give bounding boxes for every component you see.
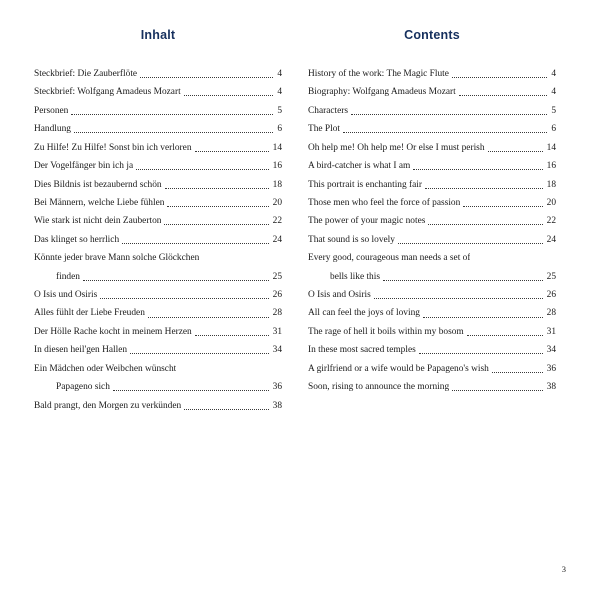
toc-leader-dots	[467, 334, 543, 336]
toc-entry-title: bells like this	[330, 271, 380, 282]
toc-entry-title: Those men who feel the force of passion	[308, 197, 461, 208]
toc-entry[interactable]	[34, 363, 282, 375]
toc-entry-title: That sound is so lovely	[308, 234, 395, 245]
toc-entry[interactable]	[308, 123, 556, 135]
toc-entry-page-number: 20	[272, 197, 282, 208]
toc-entry-title: Der Vogelfänger bin ich ja	[34, 161, 134, 172]
toc-entry-page-number: 38	[546, 382, 556, 393]
toc-entry-page-number: 6	[277, 124, 282, 135]
toc-entry[interactable]	[34, 197, 282, 209]
toc-entry-page-number: 24	[272, 234, 282, 245]
toc-entry[interactable]	[308, 160, 556, 172]
toc-entry[interactable]	[308, 197, 556, 209]
toc-leader-dots	[452, 389, 542, 391]
toc-entry[interactable]	[308, 179, 556, 191]
toc-column-english	[308, 28, 556, 400]
toc-entry[interactable]	[308, 381, 556, 393]
toc-leader-dots	[148, 316, 269, 318]
toc-entry-title: Characters	[308, 105, 349, 116]
toc-leader-dots	[419, 352, 543, 354]
toc-entry-page-number: 28	[272, 308, 282, 319]
column-title-english: Contents	[404, 28, 460, 42]
toc-leader-dots	[74, 131, 273, 133]
toc-entry-page-number: 14	[546, 142, 556, 153]
toc-leader-dots	[140, 76, 273, 78]
toc-entry[interactable]	[34, 344, 282, 356]
toc-entry-page-number: 36	[272, 382, 282, 393]
toc-entry[interactable]	[34, 307, 282, 319]
toc-entry-title: Oh help me! Oh help me! Or else I must perish	[308, 142, 485, 153]
toc-entry[interactable]	[308, 344, 556, 356]
toc-entry-title: The Plot	[308, 124, 341, 135]
toc-entry[interactable]	[308, 252, 556, 264]
toc-leader-dots	[423, 316, 543, 318]
toc-leader-dots	[413, 168, 542, 170]
toc-entry[interactable]	[34, 86, 282, 98]
toc-entry-page-number: 34	[272, 345, 282, 356]
toc-leader-dots	[351, 113, 547, 115]
page-number: 3	[561, 564, 566, 574]
toc-entry-page-number: 25	[546, 271, 556, 282]
toc-entry-title: Alles fühlt der Liebe Freuden	[34, 308, 145, 319]
toc-entry[interactable]	[34, 105, 282, 117]
toc-entry[interactable]	[308, 326, 556, 338]
toc-entry-title: In these most sacred temples	[308, 345, 416, 356]
toc-entry-page-number: 26	[546, 290, 556, 301]
toc-entry-title: Soon, rising to announce the morning	[308, 382, 450, 393]
toc-entry[interactable]	[34, 252, 282, 264]
toc-entry-title: Biography: Wolfgang Amadeus Mozart	[308, 87, 456, 98]
toc-entry-page-number: 5	[551, 105, 556, 116]
toc-entry-title: Every good, courageous man needs a set of	[308, 253, 471, 264]
toc-leader-dots	[167, 205, 268, 207]
toc-leader-dots	[343, 131, 547, 133]
toc-entry-title: History of the work: The Magic Flute	[308, 69, 449, 79]
toc-leader-dots	[459, 94, 548, 96]
toc-columns	[34, 28, 566, 418]
toc-entry-title: The power of your magic notes	[308, 216, 426, 227]
toc-entry-page-number: 18	[272, 179, 282, 190]
toc-leader-dots	[83, 279, 269, 281]
toc-entry-title: finden	[56, 271, 80, 282]
toc-leader-dots	[113, 389, 269, 391]
toc-entry-title: Papageno sich	[56, 382, 110, 393]
toc-leader-dots	[398, 242, 543, 244]
toc-entry-title: Steckbrief: Die Zauberflöte	[34, 69, 138, 79]
toc-leader-dots	[122, 242, 268, 244]
toc-entry-page-number: 20	[546, 197, 556, 208]
toc-entry-page-number: 22	[546, 216, 556, 227]
toc-entry-title: Steckbrief: Wolfgang Amadeus Mozart	[34, 87, 181, 98]
toc-entry[interactable]	[308, 271, 556, 283]
toc-leader-dots	[488, 150, 543, 152]
toc-entry[interactable]	[34, 381, 282, 393]
toc-entry-title: Personen	[34, 105, 69, 116]
toc-leader-dots	[164, 223, 268, 225]
toc-entry[interactable]	[34, 142, 282, 154]
toc-entry-title: Ein Mädchen oder Weibchen wünscht	[34, 363, 177, 374]
toc-entry[interactable]	[34, 215, 282, 227]
toc-entry[interactable]	[308, 68, 556, 80]
toc-leader-dots	[136, 168, 269, 170]
toc-entry-title: This portrait is enchanting fair	[308, 179, 423, 190]
toc-leader-dots	[463, 205, 542, 207]
toc-entry[interactable]	[308, 215, 556, 227]
toc-entry-page-number: 28	[546, 308, 556, 319]
toc-column-german	[34, 28, 282, 418]
toc-entry-page-number: 5	[277, 105, 282, 116]
toc-entry-page-number: 38	[272, 400, 282, 411]
toc-entry[interactable]	[34, 179, 282, 191]
toc-entry-page-number: 4	[551, 69, 556, 79]
toc-leader-dots	[428, 223, 542, 225]
toc-entry[interactable]	[308, 289, 556, 301]
toc-entry[interactable]	[308, 105, 556, 117]
toc-entry-title: Dies Bildnis ist bezaubernd schön	[34, 179, 162, 190]
column-title-german: Inhalt	[140, 28, 176, 42]
toc-entry-page-number: 6	[551, 124, 556, 135]
toc-entry-title: In diesen heil'gen Hallen	[34, 345, 128, 356]
toc-entry-title: Der Hölle Rache kocht in meinem Herzen	[34, 326, 192, 337]
toc-entry-title: Handlung	[34, 124, 71, 135]
toc-entry-title: Das klinget so herrlich	[34, 234, 120, 245]
toc-entry[interactable]	[34, 289, 282, 301]
toc-entry[interactable]	[34, 123, 282, 135]
toc-entry[interactable]	[34, 68, 282, 80]
toc-entry-page-number: 16	[272, 161, 282, 172]
toc-list-german	[34, 68, 282, 412]
toc-entry-title: Könnte jeder brave Mann solche Glöckchen	[34, 253, 200, 264]
toc-leader-dots	[195, 334, 269, 336]
toc-entry-title: The rage of hell it boils within my bosom	[308, 326, 464, 337]
toc-leader-dots	[452, 76, 547, 78]
toc-entry[interactable]	[34, 326, 282, 338]
toc-entry-page-number: 18	[546, 179, 556, 190]
toc-entry-page-number: 22	[272, 216, 282, 227]
toc-entry[interactable]	[308, 363, 556, 375]
toc-entry-title: All can feel the joys of loving	[308, 308, 420, 319]
toc-leader-dots	[184, 94, 274, 96]
toc-leader-dots	[195, 150, 269, 152]
toc-entry-title: A girlfriend or a wife would be Papageno's wish	[308, 363, 489, 374]
toc-entry-page-number: 24	[546, 234, 556, 245]
toc-entry-title: A bird-catcher is what I am	[308, 161, 411, 172]
toc-entry-title: Bei Männern, welche Liebe fühlen	[34, 197, 165, 208]
toc-leader-dots	[492, 371, 543, 373]
toc-leader-dots	[184, 408, 268, 410]
toc-entry-page-number: 4	[551, 87, 556, 98]
toc-entry-title: Bald prangt, den Morgen zu verkünden	[34, 400, 182, 411]
toc-leader-dots	[165, 187, 269, 189]
toc-entry-page-number: 31	[546, 326, 556, 337]
toc-entry-title: O Isis and Osiris	[308, 290, 371, 301]
toc-entry[interactable]	[308, 234, 556, 246]
toc-entry-page-number: 4	[277, 87, 282, 98]
toc-entry[interactable]	[34, 271, 282, 283]
toc-entry-page-number: 14	[272, 142, 282, 153]
toc-entry-page-number: 16	[546, 161, 556, 172]
toc-entry[interactable]	[34, 400, 282, 412]
toc-entry-page-number: 4	[277, 69, 282, 79]
toc-entry-page-number: 36	[546, 363, 556, 374]
toc-entry-page-number: 34	[546, 345, 556, 356]
toc-entry-page-number: 31	[272, 326, 282, 337]
toc-entry[interactable]	[34, 234, 282, 246]
toc-entry[interactable]	[308, 307, 556, 319]
toc-leader-dots	[425, 187, 543, 189]
toc-leader-dots	[383, 279, 543, 281]
toc-entry-title: Wie stark ist nicht dein Zauberton	[34, 216, 162, 227]
toc-entry-page-number: 25	[272, 271, 282, 282]
toc-entry-title: Zu Hilfe! Zu Hilfe! Sonst bin ich verloren	[34, 142, 192, 153]
toc-entry-title: O Isis und Osiris	[34, 290, 98, 301]
toc-list-english	[308, 68, 556, 393]
toc-entry-page-number: 26	[272, 290, 282, 301]
toc-entry[interactable]	[34, 160, 282, 172]
toc-leader-dots	[100, 297, 268, 299]
toc-leader-dots	[374, 297, 543, 299]
toc-leader-dots	[130, 352, 269, 354]
toc-leader-dots	[71, 113, 273, 115]
toc-entry[interactable]	[308, 86, 556, 98]
toc-entry[interactable]	[308, 142, 556, 154]
